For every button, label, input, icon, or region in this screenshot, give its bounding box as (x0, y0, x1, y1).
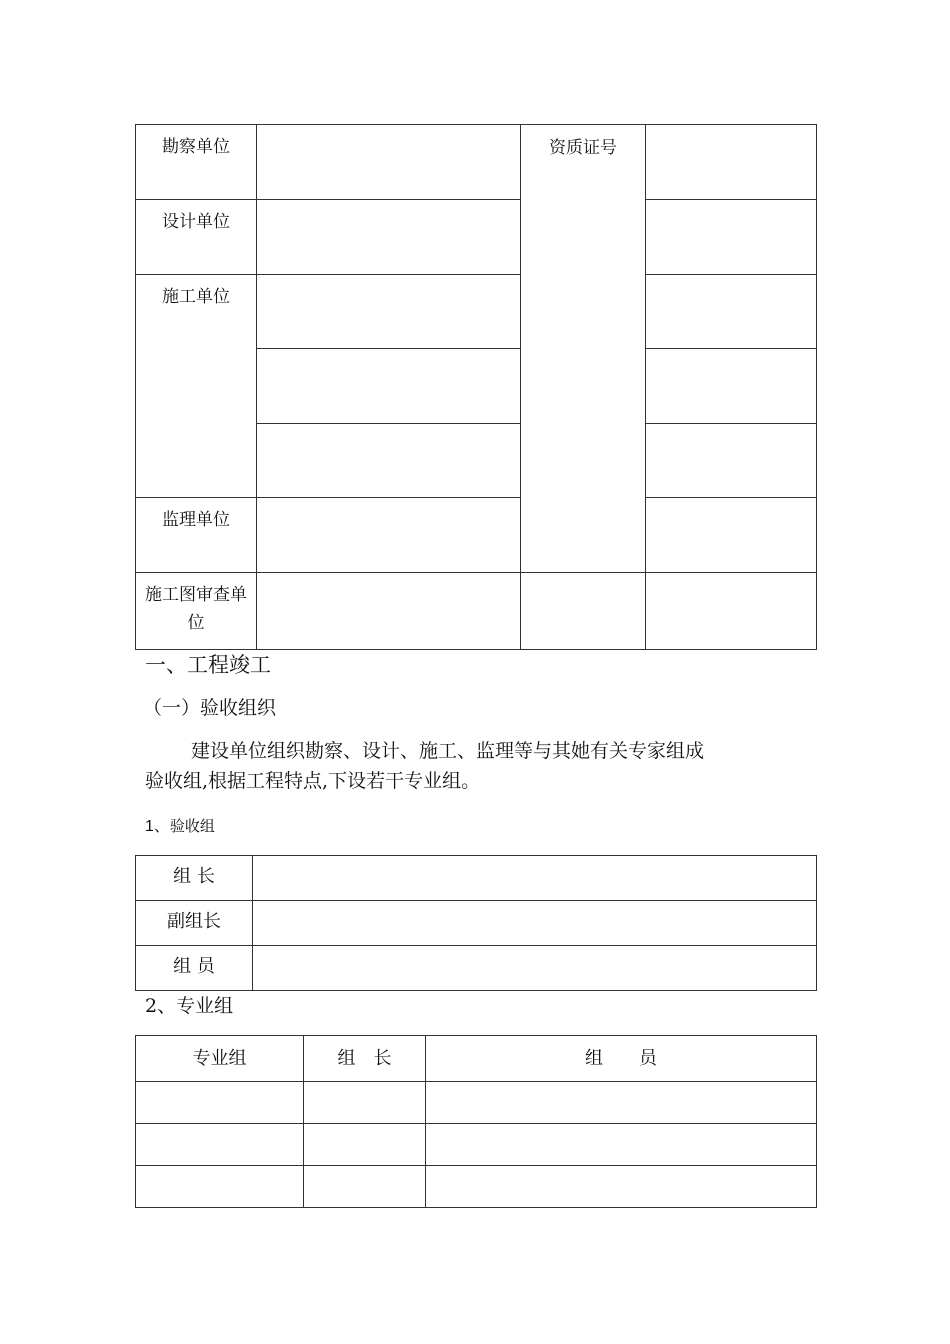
supervision-unit-label: 监理单位 (136, 498, 257, 573)
table-cell[interactable] (136, 1166, 304, 1208)
professional-group-table (135, 1035, 817, 1208)
survey-qualification-cell[interactable] (646, 125, 817, 200)
survey-unit-cell[interactable] (257, 125, 521, 200)
table-cell[interactable] (304, 1082, 426, 1124)
acceptance-group-table (135, 855, 817, 991)
qualification-label: 资质证号 (521, 125, 646, 573)
member-label: 组 员 (136, 946, 253, 991)
design-unit-cell[interactable] (257, 200, 521, 275)
table-cell[interactable] (426, 1166, 817, 1208)
group1-title-text: 验收组 (169, 817, 215, 835)
design-unit-label: 设计单位 (136, 200, 257, 275)
table-cell[interactable] (136, 1124, 304, 1166)
col-header-group: 专业组 (136, 1036, 304, 1082)
drawing-review-unit-cell[interactable] (257, 573, 521, 650)
construction-qualification-cell-1[interactable] (646, 275, 817, 349)
supervision-unit-cell[interactable] (257, 498, 521, 573)
drawing-review-qualification-cell[interactable] (646, 573, 817, 650)
construction-unit-label: 施工单位 (136, 275, 257, 498)
drawing-review-unit-text: 施工图审查单位 (145, 585, 247, 633)
col-header-leader: 组 长 (304, 1036, 426, 1082)
vice-leader-cell[interactable] (253, 901, 817, 946)
construction-unit-cell-2[interactable] (257, 349, 521, 424)
paragraph (145, 736, 825, 796)
col-header-member: 组 员 (426, 1036, 817, 1082)
group1-title (145, 813, 215, 836)
table-cell[interactable] (136, 1082, 304, 1124)
table-cell[interactable] (426, 1082, 817, 1124)
construction-qualification-cell-3[interactable] (646, 424, 817, 498)
leader-cell[interactable] (253, 856, 817, 901)
survey-unit-label: 勘察单位 (136, 125, 257, 200)
table-cell[interactable] (426, 1124, 817, 1166)
table-cell[interactable] (304, 1124, 426, 1166)
section-title: 一、工程竣工 (145, 653, 271, 677)
design-qualification-cell[interactable] (646, 200, 817, 275)
drawing-review-unit-label (136, 573, 257, 650)
construction-qualification-cell-2[interactable] (646, 349, 817, 424)
leader-label: 组 长 (136, 856, 253, 901)
supervision-qualification-cell[interactable] (646, 498, 817, 573)
member-cell[interactable] (253, 946, 817, 991)
group1-title-num: 1、 (145, 818, 170, 835)
paragraph-line-1: 建设单位组织勘察、设计、施工、监理等与其她有关专家组成 (191, 740, 705, 762)
table-cell[interactable] (304, 1166, 426, 1208)
construction-unit-cell-3[interactable] (257, 424, 521, 498)
subsection-title: （一）验收组织 (143, 697, 277, 719)
construction-unit-cell-1[interactable] (257, 275, 521, 349)
group2-title: 2、专业组 (145, 995, 234, 1017)
vice-leader-label: 副组长 (136, 901, 253, 946)
drawing-review-extra-cell[interactable] (521, 573, 646, 650)
units-table (135, 124, 817, 650)
paragraph-line-2: 验收组,根据工程特点,下设若干专业组。 (145, 770, 481, 792)
